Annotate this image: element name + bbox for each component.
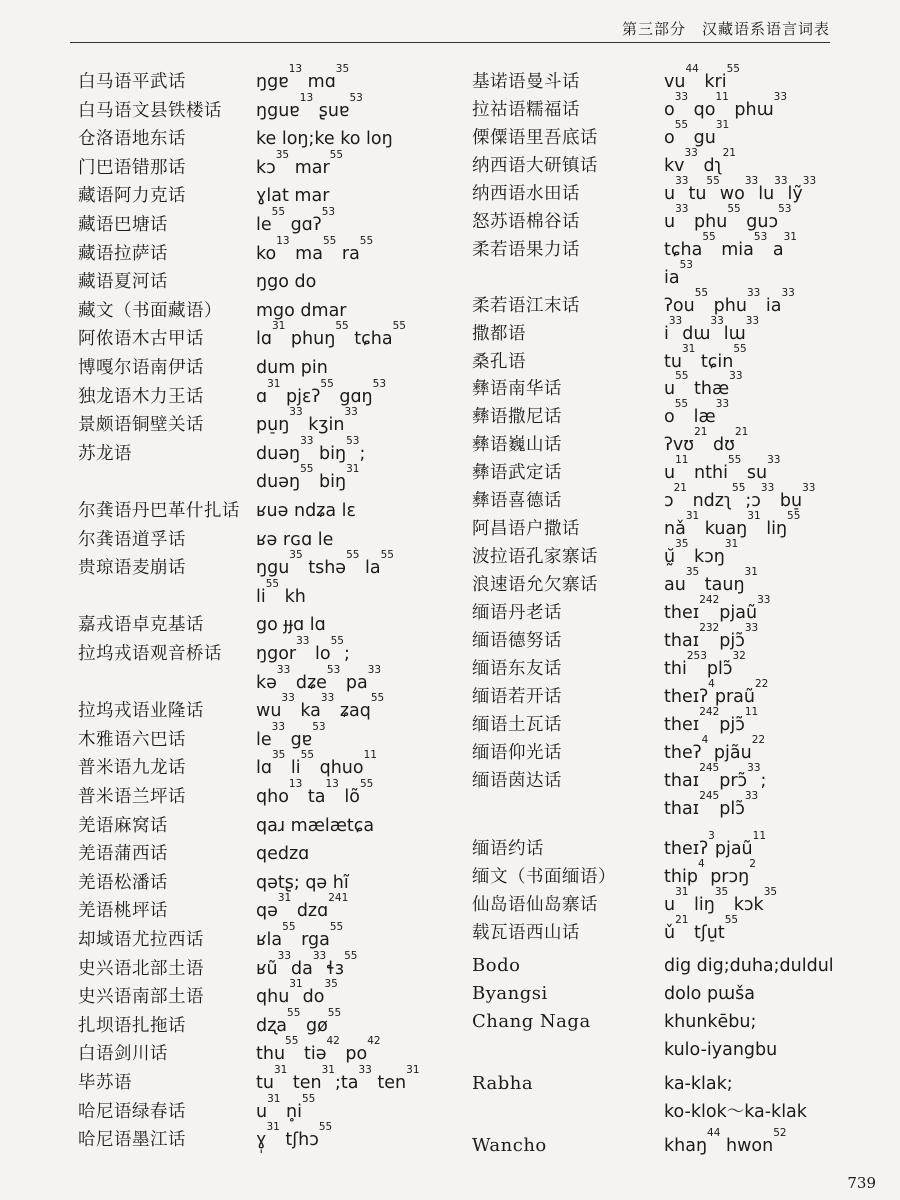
page-number: 739 xyxy=(847,1174,876,1192)
word-form: ʔvʊ$^{21}$ dʊ$^{21}$ xyxy=(664,426,749,456)
word-form: $u^{11}$ nthi$^{55}$ $su^{33}$ xyxy=(664,454,781,484)
word-form: $u^{55}$ thæ$^{33}$ xyxy=(664,370,743,400)
word-form: $u^{31}$ $n̥i^{55}$ xyxy=(256,1092,316,1122)
language-name: 藏文（书面藏语） xyxy=(78,300,222,321)
word-form: $le^{33}$ gɐ$^{53}$ xyxy=(256,720,326,750)
word-form: thaɪ$^{232}$pjɔ̃$^{33}$ xyxy=(664,622,759,651)
word-form: qaɹ mælætɕa xyxy=(256,815,375,836)
language-name: 尔龚语丹巴革什扎话 xyxy=(78,501,240,521)
word-form: $ia^{53}$ xyxy=(664,258,693,288)
word-form: $qhu^{31}do^{35}$ xyxy=(256,978,338,1008)
language-name: 白马语文县铁楼话 xyxy=(78,100,222,121)
language-name: 却域语尤拉西话 xyxy=(78,930,204,950)
word-form: ŋgo do xyxy=(256,272,317,293)
language-name: 景颇语铜壁关话 xyxy=(78,415,204,436)
word-form: theɪʔ$^4$praũ$^{22}$ xyxy=(664,677,769,707)
word-form: $ǔ^{21}$ $tʃu̠t^{55}$ xyxy=(664,913,739,943)
word-form: duəŋ$^{33}$ biŋ$^{53}$; xyxy=(256,434,366,464)
word-form: ŋgor$^{33}$ $lo^{55}$; xyxy=(256,635,350,664)
word-form: $pu̠ŋ^{33}$ kʒin$^{33}$ xyxy=(256,406,358,436)
language-name: 缅语茵达话 xyxy=(472,770,562,791)
language-name: Byangsi xyxy=(472,983,548,1005)
language-name: Bodo xyxy=(472,955,521,977)
word-form: thaɪ$^{245}$prɔ̃$^{33}$; xyxy=(664,761,767,791)
language-name: Wancho xyxy=(472,1135,547,1157)
word-form: $i^{33}dɯ^{33}lɯ^{33}$ xyxy=(664,314,760,344)
language-name: 傈僳语里吾底话 xyxy=(472,127,598,148)
word-form: ŋguɐ$^{13}$ ʂuɐ$^{53}$ xyxy=(256,91,363,121)
word-form: ŋgu$^{35}$ tshə$^{55}$ $la^{55}$ xyxy=(256,549,394,579)
word-form: $wu^{33}$ $ka^{33}$ ʑaq$^{55}$ xyxy=(256,692,385,722)
word-form: theʔ$^4$ pjãu$^{22}$ xyxy=(664,733,766,763)
word-form: dum pin xyxy=(256,358,328,378)
language-name: 缅语仰光话 xyxy=(472,742,562,763)
language-name: 缅语德努话 xyxy=(472,631,562,651)
language-name: 哈尼语墨江话 xyxy=(78,1130,186,1151)
word-form: $u^{31}$ liŋ$^{35}$ kɔk$^{35}$ xyxy=(664,885,778,915)
word-form: $tu^{31}$ tɕin$^{55}$ xyxy=(664,342,747,372)
word-form: $o^{33}$ $qo^{11}$ phɯ$^{33}$ xyxy=(664,90,788,120)
word-form: ṵ̆$^{35}$ kɔŋ$^{31}$ xyxy=(664,538,739,568)
word-form: $o^{55}$ $gu^{31}$ xyxy=(664,118,730,148)
word-form: dolo pɯša xyxy=(664,984,755,1005)
language-name: 缅语土瓦话 xyxy=(472,714,562,735)
word-form: tɕha$^{55}$ mia$^{53}$ $a^{31}$ xyxy=(664,230,797,260)
language-name: 毕苏语 xyxy=(78,1073,132,1093)
word-form: kə$^{33}$ dʑe$^{53}$ $pa^{33}$ xyxy=(256,663,382,693)
language-name: 柔若语果力话 xyxy=(472,239,580,260)
language-name: 白马语平武话 xyxy=(78,72,186,92)
language-name: 桑孔语 xyxy=(472,351,526,372)
word-form: $kv^{33}$ dʅ$^{21}$ xyxy=(664,146,736,176)
language-name: 撒都语 xyxy=(472,323,526,344)
language-name: 仓洛语地东话 xyxy=(78,129,186,150)
language-name: 扎坝语扎拖话 xyxy=(78,1015,186,1036)
language-name: 羌语麻窝话 xyxy=(78,815,168,836)
language-name: 独龙语木力王话 xyxy=(78,386,204,407)
language-name: 缅语东友话 xyxy=(472,658,562,679)
language-name: 拉坞戎语观音桥话 xyxy=(78,644,222,664)
word-form: thu$^{55}$ tiə$^{42}$ $po^{42}$ xyxy=(256,1035,381,1065)
language-name: 缅文（书面缅语） xyxy=(472,866,616,887)
language-name: 藏语阿力克话 xyxy=(78,186,186,207)
word-form: ʁla$^{55}$ rga$^{55}$ xyxy=(256,921,344,950)
language-name: 彝语喜德话 xyxy=(472,491,562,512)
language-name: 载瓦语西山话 xyxy=(472,922,580,943)
language-name: 门巴语错那话 xyxy=(78,157,186,178)
word-form: ŋgɐ$^{13}$ mɑ$^{35}$ xyxy=(256,63,350,92)
language-name: 彝语巍山话 xyxy=(472,435,562,456)
word-form: $nǎ^{31}$ kuaŋ$^{31}$ liŋ$^{55}$ xyxy=(664,510,801,540)
language-name: 怒苏语棉谷话 xyxy=(472,211,580,232)
word-form: $o^{55}$ $læ^{33}$ xyxy=(664,398,730,428)
word-form: $vu^{44}$ kri$^{55}$ xyxy=(664,63,740,92)
word-form: kulo-iyangbu xyxy=(664,1040,778,1061)
language-name: 史兴语北部土语 xyxy=(78,958,204,979)
language-name: 木雅语六巴话 xyxy=(78,729,186,750)
word-form: mgo dmar xyxy=(256,300,347,321)
word-form: go ɟɟɑ lɑ xyxy=(256,615,326,636)
language-name: 彝语南华话 xyxy=(472,379,562,400)
language-name: 阿侬语木古甲话 xyxy=(78,329,204,350)
language-name: 藏语拉萨话 xyxy=(78,243,168,264)
word-form: dig dig;duha;duldul xyxy=(664,956,834,977)
language-name: 羌语蒲西话 xyxy=(78,844,168,865)
language-name: 普米语九龙话 xyxy=(78,758,186,779)
word-form: qho$^{13}$ $ta^{13}$ $lõ^{55}$ xyxy=(256,778,374,807)
word-form: ke loŋ;ke ko loŋ xyxy=(256,129,393,150)
word-form: ko-klok～ka-klak xyxy=(664,1102,807,1123)
word-form: theɪʔ$^3$pjaũ$^{11}$ xyxy=(664,829,767,859)
word-form: theɪ$^{242}$pjɔ̃$^{11}$ xyxy=(664,705,759,735)
language-name: 尔龚语道孚话 xyxy=(78,529,186,550)
language-name: 彝语武定话 xyxy=(472,463,562,484)
language-name: 嘉戎语卓克基话 xyxy=(78,615,204,636)
word-form: ʔou$^{55}$ phu$^{33}$ $ia^{33}$ xyxy=(664,286,795,316)
word-form: thip$^4$ prɔŋ$^2$ xyxy=(664,857,756,887)
language-name: 基诺语曼斗话 xyxy=(472,72,580,92)
language-name: 纳西语大研镇话 xyxy=(472,155,598,176)
language-name: 纳西语水田话 xyxy=(472,183,580,204)
language-name: 贵琼语麦崩话 xyxy=(78,558,186,579)
language-name: 柔若语江末话 xyxy=(472,295,580,316)
word-form: ɣlat mar xyxy=(256,186,330,207)
language-name: 阿昌语户撒话 xyxy=(472,519,580,540)
word-form: $u^{33}tu^{55}wo^{33}lu^{33}lỹ^{33}$ xyxy=(664,174,817,204)
language-name: 缅语若开话 xyxy=(472,686,562,707)
word-form: kɔ$^{35}$ mar$^{55}$ xyxy=(256,148,344,178)
word-form: ɔ$^{21}$ ndzʅ$^{55}$;ɔ$^{33}$ bu̠$^{33}$ xyxy=(664,482,816,512)
word-form: thaɪ$^{245}$plɔ̃$^{33}$ xyxy=(664,789,759,819)
word-form: $ʁũ^{33}da^{33}ɬɜ^{55}$ xyxy=(256,949,358,979)
language-name: 缅语丹老话 xyxy=(472,603,562,624)
language-name: 羌语松潘话 xyxy=(78,872,168,893)
word-form: lɑ$^{31}$ phuŋ$^{55}$ tɕha$^{55}$ xyxy=(256,320,406,350)
word-form: ʁuə ndʑa lɛ xyxy=(256,501,356,521)
word-form: ɣ̩$^{31}$ tʃhɔ$^{55}$ xyxy=(256,1121,333,1151)
word-form: qətʂ; qə hĩ xyxy=(256,872,349,893)
word-form: khunkēbu; xyxy=(664,1012,757,1033)
language-name: 藏语夏河话 xyxy=(78,272,168,293)
word-form: $ko^{13}$ $ma^{55}$ $ra^{55}$ xyxy=(256,234,374,264)
language-name: 缅语约话 xyxy=(472,838,544,859)
language-name: 博嘎尔语南伊话 xyxy=(78,358,204,378)
language-name: 白语剑川话 xyxy=(78,1044,168,1065)
word-form: $li^{55}$ kh xyxy=(256,577,306,607)
word-form: $u^{33}$ phu$^{55}$ guɔ$^{53}$ xyxy=(664,202,792,232)
language-name: 波拉语孔家寨话 xyxy=(472,547,598,568)
language-name: Chang Naga xyxy=(472,1011,591,1033)
word-form: thi$^{253}$plɔ̃$^{32}$ xyxy=(664,649,746,679)
word-form: duəŋ$^{55}$ biŋ$^{31}$ xyxy=(256,463,360,493)
language-name: 浪速语允欠寨话 xyxy=(472,575,598,596)
word-form: khaŋ$^{44}$ hwon$^{52}$ xyxy=(664,1127,787,1157)
word-form: qə$^{31}$ dzɑ$^{241}$ xyxy=(256,892,349,922)
language-name: 普米语兰坪话 xyxy=(78,787,186,807)
page-header xyxy=(70,12,830,43)
running-header: 第三部分 汉藏语系语言词表 xyxy=(621,20,830,38)
word-form: $le^{55}$ gɑʔ$^{53}$ xyxy=(256,206,336,235)
language-name: 彝语撒尼话 xyxy=(472,407,562,428)
language-name: 苏龙语 xyxy=(78,443,132,464)
language-name: 拉坞戎语业隆话 xyxy=(78,701,204,722)
word-form: $tu^{31}$ $ten^{31};ta^{33}$ ten$^{31}$ xyxy=(256,1064,420,1093)
language-name: Rabha xyxy=(472,1073,534,1095)
word-form: theɪ$^{242}$pjaũ$^{33}$ xyxy=(664,594,771,624)
language-name: 史兴语南部土语 xyxy=(78,987,204,1008)
word-form: ka-klak; xyxy=(664,1074,733,1095)
language-name: 拉祜语糯福话 xyxy=(472,99,580,120)
word-form: $au^{35}$ tauŋ$^{31}$ xyxy=(664,566,758,596)
word-form: qedzɑ xyxy=(256,844,310,865)
language-name: 仙岛语仙岛寨话 xyxy=(472,894,598,915)
language-name: 羌语桃坪话 xyxy=(78,901,168,922)
word-form: lɑ$^{35}$ $li^{55}$ qhuo$^{11}$ xyxy=(256,749,377,779)
word-form: ʁə rɢɑ le xyxy=(256,529,334,550)
word-form: dʐa$^{55}$ $gø^{55}$ xyxy=(256,1006,342,1036)
word-form: ɑ$^{31}$ pjɛʔ$^{55}$ gɑŋ$^{53}$ xyxy=(256,377,387,407)
language-name: 哈尼语绿春话 xyxy=(78,1101,186,1122)
language-name: 藏语巴塘话 xyxy=(78,215,168,235)
